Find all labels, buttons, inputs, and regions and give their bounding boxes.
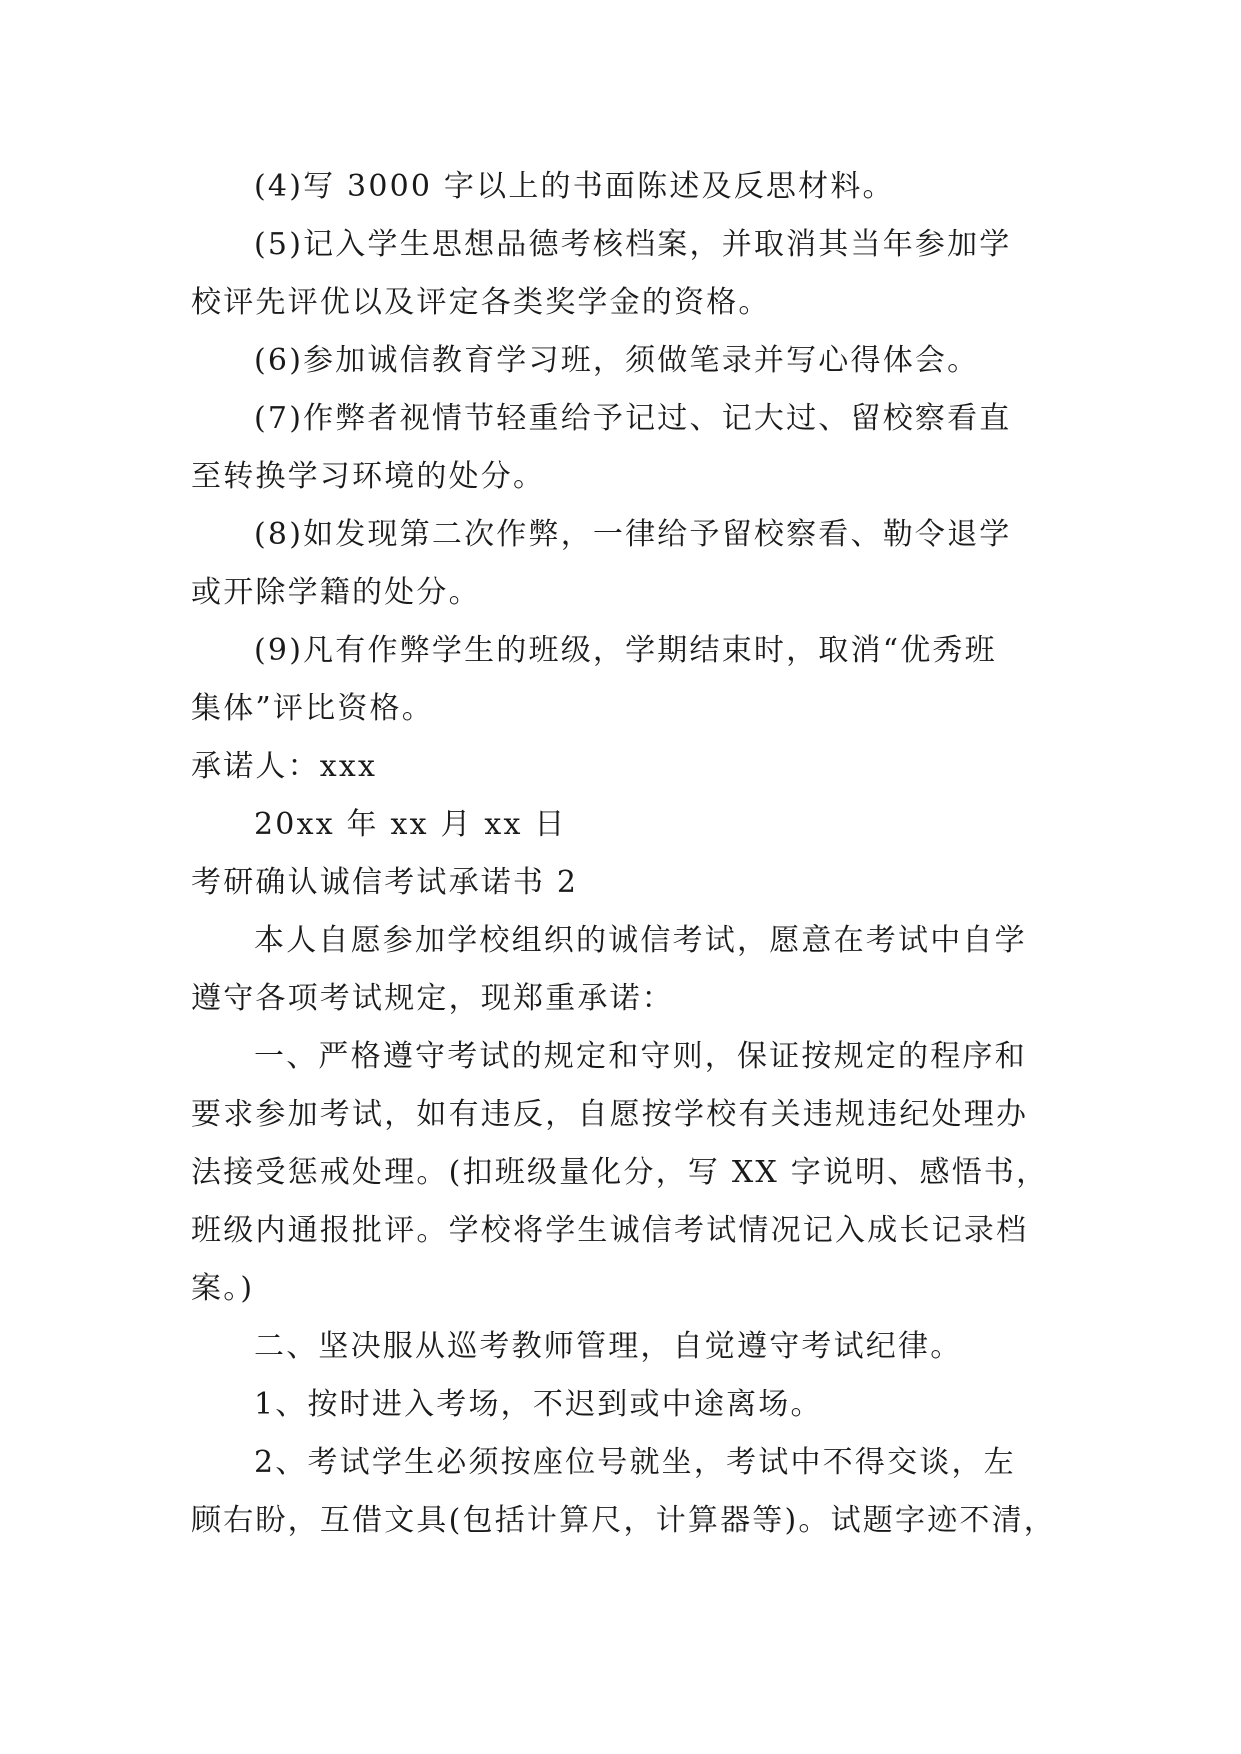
paragraph-line: 遵守各项考试规定，现郑重承诺：: [191, 981, 674, 1016]
paragraph-line: (8)如发现第二次作弊，一律给予留校察看、勒令退学: [254, 517, 1012, 552]
paragraph-line: 一、严格遵守考试的规定和守则，保证按规定的程序和: [254, 1039, 1027, 1074]
paragraph-line: (9)凡有作弊学生的班级，学期结束时，取消“优秀班: [254, 633, 997, 668]
paragraph-line: 本人自愿参加学校组织的诚信考试，愿意在考试中自学: [254, 923, 1027, 958]
document-body: [191, 158, 1057, 1550]
paragraph-line: 法接受惩戒处理。(扣班级量化分，写 XX 字说明、感悟书，: [191, 1155, 1049, 1190]
paragraph-line: 校评先评优以及评定各类奖学金的资格。: [191, 285, 771, 320]
signatory-line: 承诺人：xxx: [191, 749, 378, 784]
paragraph-line: 至转换学习环境的处分。: [191, 459, 546, 494]
paragraph-line: 班级内通报批评。学校将学生诚信考试情况记入成长记录档: [191, 1213, 1029, 1248]
date-line: 20xx 年 xx 月 xx 日: [254, 807, 567, 842]
paragraph-line: 或开除学籍的处分。: [191, 575, 481, 610]
section-heading: 考研确认诚信考试承诺书 2: [191, 865, 579, 900]
paragraph-line: 2、考试学生必须按座位号就坐，考试中不得交谈，左: [254, 1445, 1016, 1480]
paragraph-line: 要求参加考试，如有违反，自愿按学校有关违规违纪处理办: [191, 1097, 1029, 1132]
paragraph-line: (6)参加诚信教育学习班，须做笔录并写心得体会。: [254, 343, 980, 378]
paragraph-line: (4)写 3000 字以上的书面陈述及反思材料。: [254, 169, 895, 204]
paragraph-line: 顾右盼，互借文具(包括计算尺，计算器等)。试题字迹不清，: [191, 1503, 1057, 1538]
paragraph-line: 集体”评比资格。: [191, 691, 434, 726]
paragraph-line: 案。): [191, 1271, 255, 1306]
paragraph-line: 二、坚决服从巡考教师管理，自觉遵守考试纪律。: [254, 1329, 963, 1364]
paragraph-line: (7)作弊者视情节轻重给予记过、记大过、留校察看直: [254, 401, 1012, 436]
paragraph-line: 1、按时进入考场，不迟到或中途离场。: [254, 1387, 823, 1422]
paragraph-line: (5)记入学生思想品德考核档案，并取消其当年参加学: [254, 227, 1012, 262]
